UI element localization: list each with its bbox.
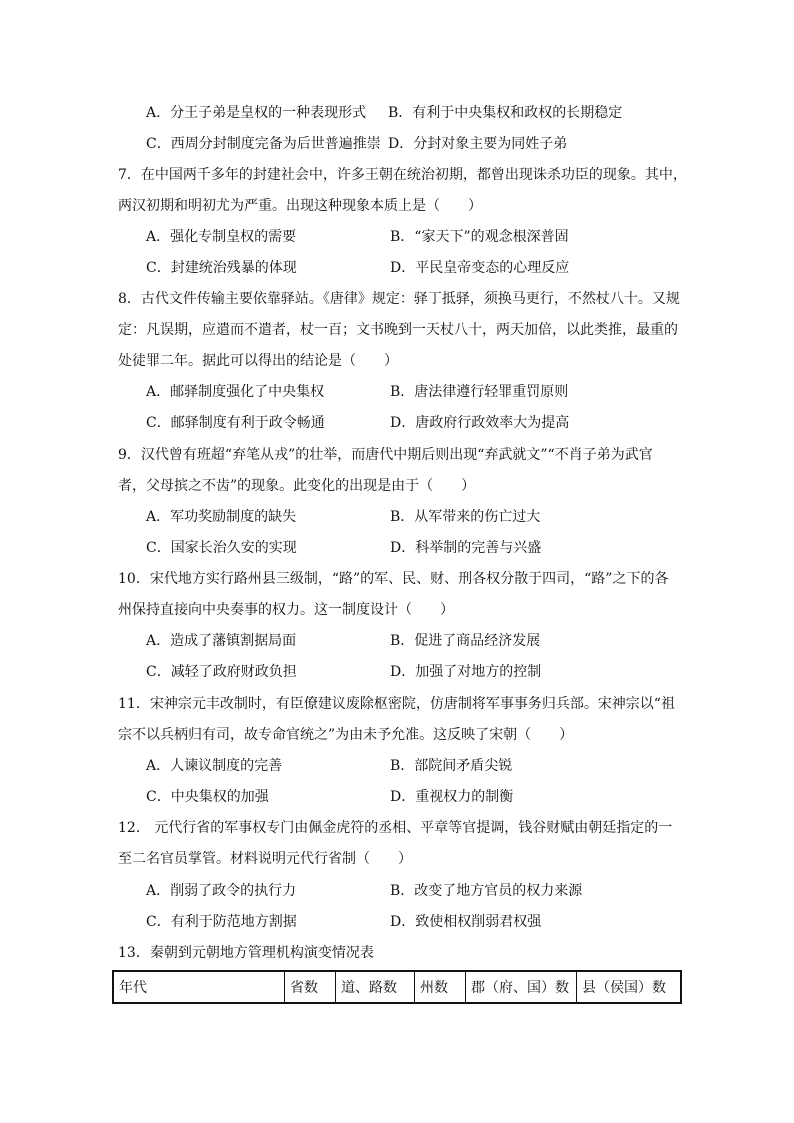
q10-stem-line-2: 州保持直接向中央奏事的权力。这一制度设计（ ） <box>118 602 454 618</box>
q8-stem-line-2: 定：凡误期，应遣而不遣者，杖一百；文书晚到一天杖八十，两天加倍，以此类推，最重的 <box>118 322 678 338</box>
q11-option-c: C．中央集权的加强 <box>146 789 269 805</box>
q8-option-c: C．邮驿制度有利于政令畅通 <box>146 415 325 431</box>
q13-stem-line: 13．秦朝到元朝地方管理机构演变情况表 <box>118 945 374 961</box>
q7-stem-line-1: 7．在中国两千多年的封建社会中，许多王朝在统治初期，都曾出现诛杀功臣的现象。其中， <box>118 167 687 183</box>
q12-options-row-2 <box>146 912 706 932</box>
q9-options-row-1 <box>146 507 706 527</box>
q9-option-a: A．军功奖励制度的缺失 <box>146 509 297 525</box>
q9-stem-line-2: 者，父母摈之不齿”的现象。此变化的出现是由于（ ） <box>118 478 476 494</box>
q7-option-d: D．平民皇帝变态的心理反应 <box>390 260 570 276</box>
q9-stem-line-1: 9．汉代曾有班超“弃笔从戎”的壮举，而唐代中期后则出现“弃武就文”“不肖子弟为武官 <box>118 447 653 463</box>
q9-option-d: D．科举制的完善与兴盛 <box>390 540 542 556</box>
q7-stem-line-2: 两汉初期和明初尤为严重。出现这种现象本质上是（ ） <box>118 198 482 214</box>
q8-option-b: B．唐法律遵行轻罪重罚原则 <box>390 384 569 400</box>
q13-header-provinces: 省数 <box>285 971 336 1003</box>
q11-option-d: D．重视权力的制衡 <box>390 789 514 805</box>
q6-option-d: D．分封对象主要为同姓子弟 <box>388 136 568 152</box>
q10-option-a: A．造成了藩镇割据局面 <box>146 633 297 649</box>
q11-option-a: A．人谏议制度的完善 <box>146 758 283 774</box>
q10-options-row-1 <box>146 631 706 651</box>
q10-options-row-2 <box>146 662 706 682</box>
q7-option-a: A．强化专制皇权的需要 <box>146 229 297 245</box>
q12-option-d: D．致使相权削弱君权强 <box>390 914 542 930</box>
q13-header-commanderies: 郡（府、国）数 <box>466 971 577 1003</box>
q8-option-d: D．唐政府行政效率大为提高 <box>390 415 570 431</box>
q11-options-row-2 <box>146 787 706 807</box>
q13-table-header-row <box>113 971 681 1003</box>
q9-option-b: B．从军带来的伤亡过大 <box>390 509 541 525</box>
q9-options-row-2 <box>146 538 706 558</box>
q6-options-row-1 <box>146 103 706 123</box>
q11-stem-line-2: 宗不以兵柄归有司，故专命官统之”为由未予允准。这反映了宋朝（ ） <box>118 727 574 743</box>
q10-stem-line-1: 10．宋代地方实行路州县三级制，“路”的军、民、财、刑各权分散于四司，“路”之下的各 <box>118 571 669 587</box>
q8-stem-line-3: 处徒罪二年。据此可以得出的结论是（ ） <box>118 353 398 369</box>
q7-option-b: B．“家天下”的观念根深普固 <box>390 229 569 245</box>
q6-option-a: A．分王子弟是皇权的一种表现形式 <box>146 105 367 121</box>
q7-option-c: C．封建统治残暴的体现 <box>146 260 297 276</box>
q13-table <box>112 970 682 1004</box>
q8-option-a: A．邮驿制度强化了中央集权 <box>146 384 325 400</box>
q9-option-c: C．国家长治久安的实现 <box>146 540 297 556</box>
q7-options-row-1 <box>146 227 706 247</box>
q8-stem-line-1: 8．古代文件传输主要依靠驿站。《唐律》规定：驿丁抵驿，须换马更行，不然杖八十。又规 <box>118 291 680 307</box>
q10-option-c: C．减轻了政府财政负担 <box>146 664 297 680</box>
q13-header-era: 年代 <box>113 971 285 1003</box>
q8-options-row-1 <box>146 382 706 402</box>
q11-stem-line-1: 11．宋神宗元丰改制时，有臣僚建议废除枢密院，仿唐制将军事事务归兵部。宋神宗以“祖 <box>118 696 675 712</box>
q10-option-b: B．促进了商品经济发展 <box>390 633 541 649</box>
q8-options-row-2 <box>146 413 706 433</box>
q7-options-row-2 <box>146 258 706 278</box>
q13-header-prefectures: 州数 <box>415 971 466 1003</box>
q10-option-d: D．加强了对地方的控制 <box>390 664 542 680</box>
q6-option-b: B．有利于中央集权和政权的长期稳定 <box>388 105 623 121</box>
q12-stem-line-1: 12. 元代行省的军事权专门由佩金虎符的丞相、平章等官提调，钱谷财赋由朝廷指定的一 <box>118 820 673 836</box>
q13-header-circuits: 道、路数 <box>336 971 415 1003</box>
q11-options-row-1 <box>146 756 706 776</box>
q12-stem-line-2: 至二名官员掌管。材料说明元代行省制（ ） <box>118 851 412 867</box>
q6-options-row-2 <box>146 134 706 154</box>
q13-header-counties: 县（侯国）数 <box>577 971 682 1003</box>
q12-options-row-1 <box>146 881 706 901</box>
q12-option-a: A．削弱了政令的执行力 <box>146 883 297 899</box>
q12-option-c: C．有利于防范地方割据 <box>146 914 297 930</box>
q6-option-c: C．西周分封制度完备为后世普遍推崇 <box>146 136 381 152</box>
q12-option-b: B．改变了地方官员的权力来源 <box>390 883 583 899</box>
q11-option-b: B．部院间矛盾尖锐 <box>390 758 513 774</box>
